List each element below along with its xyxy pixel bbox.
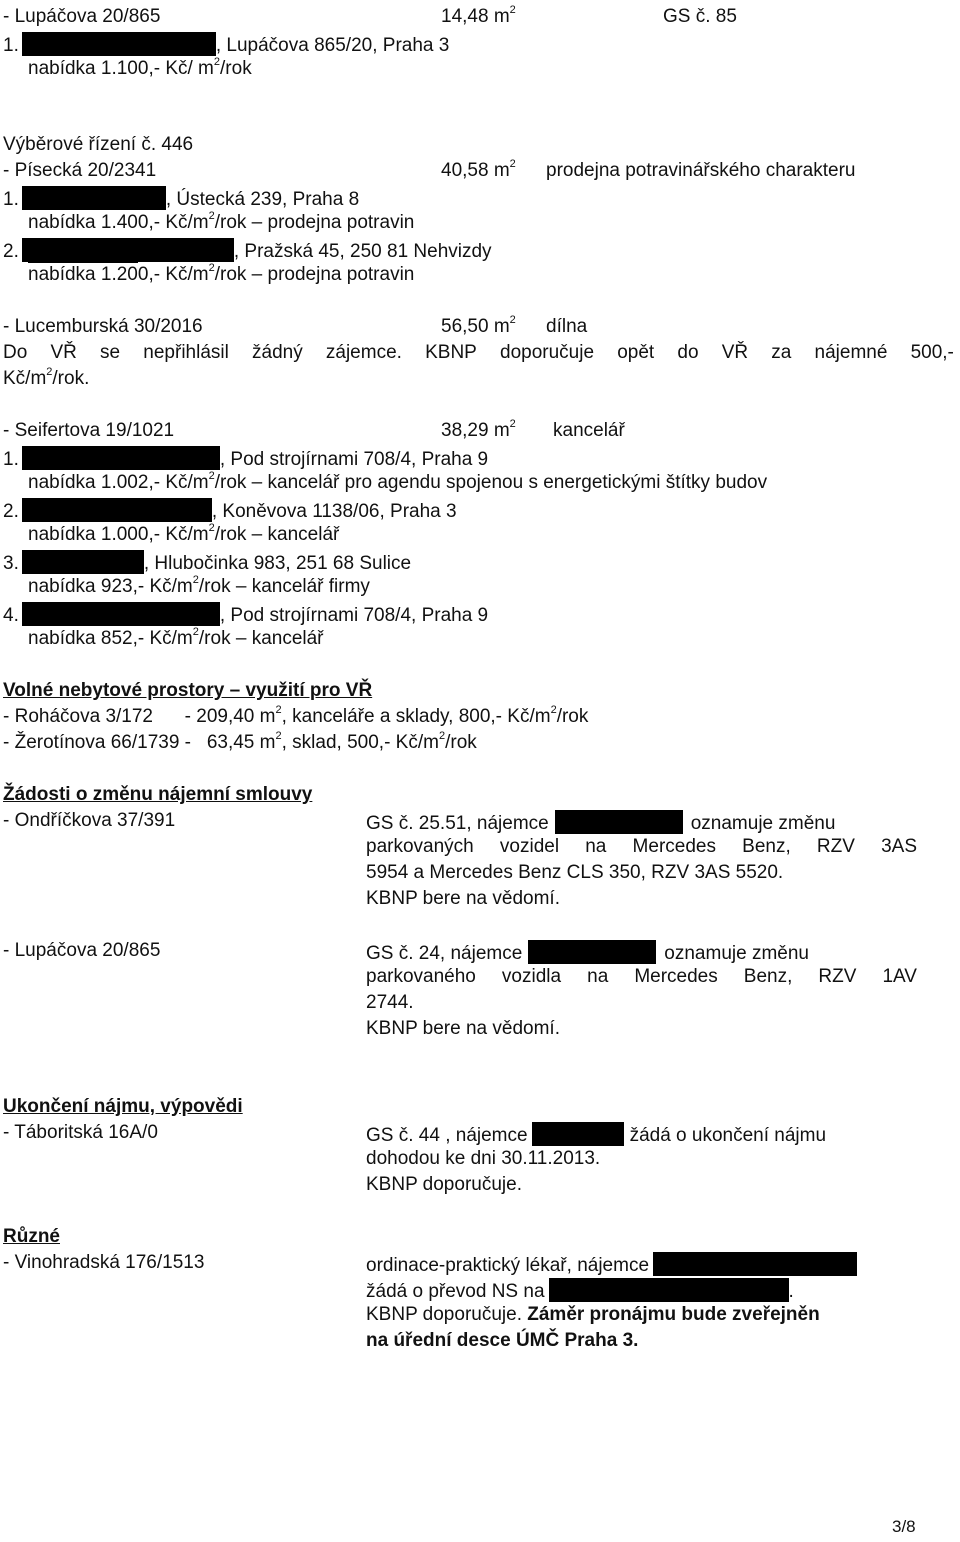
redaction-box	[22, 602, 220, 626]
redaction-box	[22, 446, 220, 470]
applicant-line: 4. , Pod strojírnami 708/4, Praha 9	[3, 602, 488, 627]
lease-address: - Lupáčova 20/865	[3, 940, 161, 961]
lease-area: 40,58 $m^2$	[441, 157, 516, 181]
applicant-line: 1. , Lupáčova 865/20, Praha 3	[3, 32, 449, 57]
offer-line: nabídka 852,- $Kč/m^2$/rok – kancelář	[28, 625, 324, 649]
lease-address: - Ondříčkova 37/391	[3, 810, 176, 831]
redaction-box	[22, 186, 166, 210]
lease-area: 14,48 $m^2$	[441, 3, 516, 27]
committee-decision: KBNP doporučuje.	[366, 1174, 522, 1195]
offer-line: nabídka 1.002,- $Kč/m^2$/rok – kancelář pro agendu spojenou s energetickými štítky budov	[28, 469, 768, 493]
lease-area: 38,29 $m^2$	[441, 417, 516, 441]
committee-decision: KBNP bere na vědomí.	[366, 888, 560, 909]
applicant-line: 2. , Koněvova 1138/06, Praha 3	[3, 498, 457, 523]
offer-line: nabídka 923,- $Kč/m^2$/rok – kancelář firmy	[28, 573, 370, 597]
offer-line: nabídka 1.100,- Kč/ $m^2$/rok	[28, 55, 252, 79]
vacant-space-line: - Roháčova 3/172 - 209,40 $m^2$, kanceláře a sklady, 800,- $Kč/m^2$/rok	[3, 703, 589, 727]
lease-address: - Lupáčova 20/865	[3, 6, 161, 27]
lease-area: 56,50 $m^2$	[441, 313, 516, 337]
lease-purpose: prodejna potravinářského charakteru	[546, 160, 856, 181]
applicant-line: 3. , Hlubočinka 983, 251 68 Sulice	[3, 550, 411, 575]
redaction-box	[22, 550, 144, 574]
redaction-box	[22, 498, 212, 522]
offer-line: nabídka 1.200,- $Kč/m^2$/rok – prodejna potravin	[28, 261, 415, 285]
applicant-line: 1. , Ústecká 239, Praha 8	[3, 186, 359, 211]
redaction-box	[532, 1122, 624, 1146]
gs-number: GS č. 85	[663, 6, 737, 27]
redaction-box	[653, 1252, 857, 1276]
committee-decision: KBNP doporučuje. Záměr pronájmu bude zveřejněn	[366, 1304, 820, 1325]
committee-note: $Kč/m^2$/rok.	[3, 365, 90, 389]
section-heading: Různé	[3, 1226, 60, 1247]
request-text: dohodou ke dni 30.11.2013.	[366, 1148, 601, 1169]
request-text: žádá o převod NS na .	[366, 1278, 794, 1303]
request-text: 2744.	[366, 992, 414, 1013]
request-text: parkovaných vozidel na Mercedes Benz, RZV 3AS	[366, 836, 917, 857]
vacant-space-line: - Žerotínova 66/1739 - 63,45 $m^2$, sklad, 500,- $Kč/m^2$/rok	[3, 729, 477, 753]
section-heading: Žádosti o změnu nájemní smlouvy	[3, 784, 313, 805]
committee-note: Do VŘ se nepřihlásil žádný zájemce. KBNP doporučuje opět do VŘ za nájemné 500,-	[3, 342, 954, 363]
lease-address: - Lucemburská 30/2016	[3, 316, 203, 337]
redaction-box	[528, 940, 656, 964]
section-heading: Výběrové řízení č. 446	[3, 134, 194, 155]
section-heading: Ukončení nájmu, výpovědi	[3, 1096, 243, 1117]
request-text: GS č. 44 , nájemce žádá o ukončení nájmu	[366, 1122, 826, 1147]
offer-line: nabídka 1.400,- $Kč/m^2$/rok – prodejna potravin	[28, 209, 415, 233]
request-text: ordinace-praktický lékař, nájemce	[366, 1252, 857, 1277]
redaction-box	[549, 1278, 789, 1302]
lease-address: - Písecká 20/2341	[3, 160, 157, 181]
committee-decision: KBNP bere na vědomí.	[366, 1018, 560, 1039]
section-heading: Volné nebytové prostory – využití pro VŘ	[3, 680, 373, 701]
lease-purpose: dílna	[546, 316, 588, 337]
request-text: parkovaného vozidla na Mercedes Benz, RZV 1AV	[366, 966, 917, 987]
request-text: 5954 a Mercedes Benz CLS 350, RZV 3AS 5520.	[366, 862, 784, 883]
page-number: 3/8	[892, 1517, 916, 1536]
redaction-box	[28, 245, 138, 263]
request-text: GS č. 25.51, nájemce oznamuje změnu	[366, 810, 835, 835]
redaction-box	[555, 810, 683, 834]
lease-address: - Vinohradská 176/1513	[3, 1252, 205, 1273]
offer-line: nabídka 1.000,- $Kč/m^2$/rok – kancelář	[28, 521, 340, 545]
committee-decision: na úřední desce ÚMČ Praha 3.	[366, 1330, 639, 1351]
lease-purpose: kancelář	[553, 420, 625, 441]
request-text: GS č. 24, nájemce oznamuje změnu	[366, 940, 809, 965]
redaction-box	[22, 32, 216, 56]
lease-address: - Táboritská 16A/0	[3, 1122, 158, 1143]
lease-address: - Seifertova 19/1021	[3, 420, 175, 441]
applicant-line: 2. , Pražská 45, 250 81 Nehvizdy	[3, 238, 492, 263]
applicant-line: 1. , Pod strojírnami 708/4, Praha 9	[3, 446, 488, 471]
